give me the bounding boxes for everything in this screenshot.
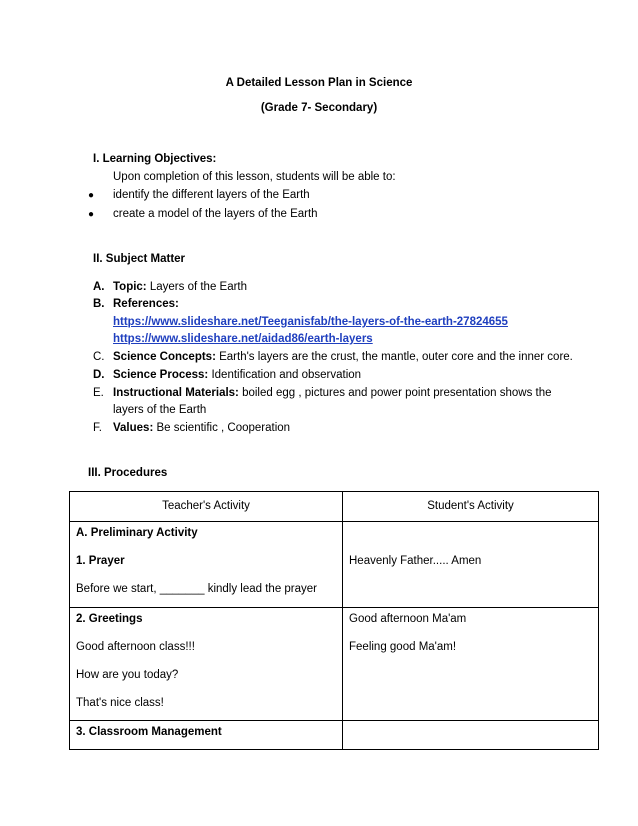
process-value: Identification and observation <box>208 369 362 381</box>
reference-link-2[interactable]: https://www.slideshare.net/aidad86/earth-layers <box>113 333 373 345</box>
document-title: A Detailed Lesson Plan in Science <box>225 77 413 89</box>
cell-text: Good afternoon class!!! <box>76 641 195 653</box>
objective-item: create a model of the layers of the Earth <box>113 208 318 220</box>
materials-value-line2: layers of the Earth <box>113 404 207 416</box>
document-subtitle: (Grade 7- Secondary) <box>260 102 378 114</box>
teacher-cell <box>70 608 343 721</box>
cell-text: 1. Prayer <box>76 555 125 567</box>
concepts-marker: C. <box>93 351 105 363</box>
reference-link-1-wrap <box>113 316 508 329</box>
values-label: Values: <box>113 422 154 434</box>
bullet-icon: ● <box>88 190 95 201</box>
materials-line <box>113 387 552 400</box>
values-marker: F. <box>93 422 102 434</box>
references-marker: B. <box>93 298 105 310</box>
concepts-line <box>113 351 573 364</box>
cell-text: Before we start, _______ kindly lead the prayer <box>76 583 318 595</box>
materials-label: Instructional Materials: <box>113 387 239 399</box>
reference-link-1[interactable]: https://www.slideshare.net/Teeganisfab/the-layers-of-the-earth-27824655 <box>113 316 508 328</box>
values-line <box>113 422 290 435</box>
topic-label: Topic: <box>113 281 147 293</box>
cell-text: How are you today? <box>76 669 179 681</box>
teacher-cell <box>70 522 343 608</box>
student-cell <box>343 522 599 608</box>
teacher-cell <box>70 721 343 750</box>
materials-value: boiled egg , pictures and power point presentation shows the <box>238 387 552 399</box>
bullet-icon: ● <box>88 209 95 220</box>
cell-text: Heavenly Father..... Amen <box>349 555 482 567</box>
cell-text: Good afternoon Ma'am <box>349 613 467 625</box>
topic-marker: A. <box>93 281 105 293</box>
topic-line <box>113 281 247 294</box>
column-header-teacher: Teacher's Activity <box>70 492 343 522</box>
student-cell <box>343 721 599 750</box>
procedures-heading: III. Procedures <box>88 467 168 479</box>
concepts-label: Science Concepts: <box>113 351 216 363</box>
cell-text: Feeling good Ma'am! <box>349 641 457 653</box>
process-marker: D. <box>93 369 105 381</box>
cell-text <box>349 522 592 550</box>
student-cell <box>343 608 599 721</box>
table-row <box>70 608 599 721</box>
objectives-heading: I. Learning Objectives: <box>93 153 217 165</box>
references-label: References: <box>113 298 179 310</box>
cell-text: 3. Classroom Management <box>76 726 222 738</box>
concepts-value: Earth's layers are the crust, the mantle, outer core and the inner core. <box>215 351 573 363</box>
values-value: Be scientific , Cooperation <box>153 422 291 434</box>
column-header-student: Student's Activity <box>343 492 599 522</box>
cell-text: A. Preliminary Activity <box>76 527 198 539</box>
process-label: Science Process: <box>113 369 209 381</box>
cell-text: That's nice class! <box>76 697 164 709</box>
objectives-intro: Upon completion of this lesson, students will be able to: <box>113 171 396 183</box>
materials-marker: E. <box>93 387 104 399</box>
process-line <box>113 369 361 382</box>
objective-item: identify the different layers of the Earth <box>113 189 310 201</box>
table-header-row <box>70 492 599 522</box>
reference-link-2-wrap <box>113 333 373 346</box>
procedures-table <box>69 491 599 750</box>
topic-value: Layers of the Earth <box>146 281 248 293</box>
table-row <box>70 522 599 608</box>
cell-text: 2. Greetings <box>76 613 143 625</box>
subject-matter-heading: II. Subject Matter <box>93 253 186 265</box>
table-row <box>70 721 599 750</box>
